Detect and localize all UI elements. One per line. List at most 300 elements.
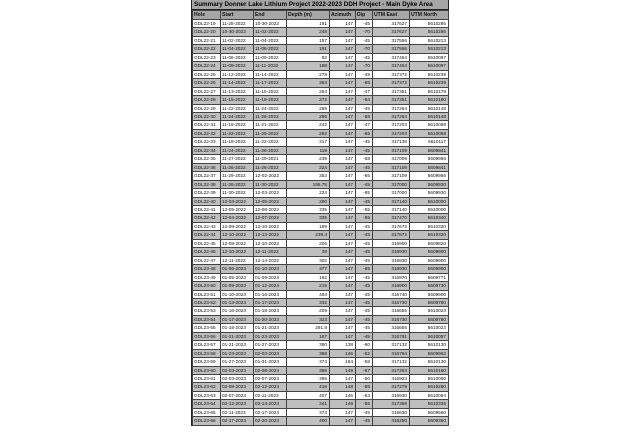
cell-utm-north: 5610148 bbox=[410, 104, 449, 112]
cell-dip: -45 bbox=[356, 417, 373, 425]
cell-dip: -45 bbox=[356, 307, 373, 315]
cell-start: 11-30-2022 bbox=[221, 189, 254, 197]
cell-depth: 291.8 bbox=[287, 324, 330, 332]
table-row bbox=[193, 87, 449, 95]
cell-utm-east: 316655 bbox=[373, 307, 410, 315]
cell-end: 11-25-2022 bbox=[254, 129, 287, 137]
ddh-table bbox=[192, 10, 449, 426]
cell-hole: GDL22-33 bbox=[193, 138, 221, 146]
cell-dip: -45 bbox=[356, 298, 373, 306]
cell-azimuth: 147 bbox=[330, 273, 356, 281]
col-header-start: Start bbox=[221, 11, 254, 20]
cell-dip: -50 bbox=[356, 375, 373, 383]
cell-utm-north: 5609962 bbox=[410, 349, 449, 357]
cell-start: 11-24-2022 bbox=[221, 112, 254, 120]
cell-dip: -45 bbox=[356, 256, 373, 264]
cell-utm-east: 317140 bbox=[373, 197, 410, 205]
cell-end: 01-27-2023 bbox=[254, 341, 287, 349]
cell-utm-north: 5610057 bbox=[410, 332, 449, 340]
cell-start: 02-03-2023 bbox=[221, 375, 254, 383]
cell-azimuth: 147 bbox=[330, 332, 356, 340]
table-row bbox=[193, 417, 449, 425]
cell-depth: 398 bbox=[287, 349, 330, 357]
cell-end: 12-10-2022 bbox=[254, 222, 287, 230]
col-header-dip: Dip bbox=[356, 11, 373, 20]
table-row bbox=[193, 383, 449, 391]
table-row bbox=[193, 189, 449, 197]
cell-utm-north: 5609900 bbox=[410, 265, 449, 273]
cell-depth: 157 bbox=[287, 36, 330, 44]
cell-utm-east: 317264 bbox=[373, 112, 410, 120]
cell-end: 02-14-2023 bbox=[254, 400, 287, 408]
cell-azimuth: 147 bbox=[330, 96, 356, 104]
cell-depth: 188 bbox=[287, 62, 330, 70]
cell-end: 02-12-2023 bbox=[254, 383, 287, 391]
cell-azimuth: 147 bbox=[330, 324, 356, 332]
header-row bbox=[193, 11, 449, 20]
cell-azimuth: 146 bbox=[330, 391, 356, 399]
cell-depth: 199 bbox=[287, 222, 330, 230]
cell-depth: 206 bbox=[287, 239, 330, 247]
cell-azimuth: 148 bbox=[330, 383, 356, 391]
cell-hole: GDL23-56 bbox=[193, 332, 221, 340]
cell-dip: -45 bbox=[356, 163, 373, 171]
cell-start: 12-11-2022 bbox=[221, 256, 254, 264]
cell-utm-north: 5610213 bbox=[410, 36, 449, 44]
cell-start: 01-17-2023 bbox=[221, 315, 254, 323]
cell-start: 11-14-2022 bbox=[221, 79, 254, 87]
cell-end: 01-17-2023 bbox=[254, 298, 287, 306]
cell-start: 11-09-2022 bbox=[221, 62, 254, 70]
cell-utm-north: 5610340 bbox=[410, 214, 449, 222]
cell-end: 11-15-2022 bbox=[254, 87, 287, 95]
cell-utm-north: 5609780 bbox=[410, 315, 449, 323]
cell-utm-north: 5609956 bbox=[410, 172, 449, 180]
cell-utm-north: 5610058 bbox=[410, 129, 449, 137]
table-row bbox=[193, 324, 449, 332]
ddh-summary-sheet bbox=[191, 0, 449, 426]
cell-hole: GDL22-28 bbox=[193, 96, 221, 104]
cell-depth: 332 bbox=[287, 298, 330, 306]
cell-end: 11-26-2022 bbox=[254, 112, 287, 120]
cell-azimuth: 147 bbox=[330, 408, 356, 416]
cell-azimuth: 147 bbox=[330, 104, 356, 112]
cell-end: 11-09-2022 bbox=[254, 53, 287, 61]
cell-hole: GDL23-54 bbox=[193, 315, 221, 323]
cell-hole: GDL23-59 bbox=[193, 358, 221, 366]
cell-azimuth: 147 bbox=[330, 417, 356, 425]
cell-azimuth: 147 bbox=[330, 265, 356, 273]
cell-end: 11-18-2022 bbox=[254, 96, 287, 104]
cell-azimuth: 147 bbox=[330, 197, 356, 205]
cell-depth: 416 bbox=[287, 383, 330, 391]
cell-start: 01-27-2023 bbox=[221, 358, 254, 366]
cell-azimuth: 147 bbox=[330, 375, 356, 383]
cell-utm-east: 317109 bbox=[373, 172, 410, 180]
cell-end: 12-14-2022 bbox=[254, 256, 287, 264]
cell-start: 11-27-2022 bbox=[221, 155, 254, 163]
cell-azimuth: 147 bbox=[330, 189, 356, 197]
cell-utm-east: 316730 bbox=[373, 298, 410, 306]
table-row bbox=[193, 239, 449, 247]
cell-utm-east: 316250 bbox=[373, 417, 410, 425]
cell-azimuth: 147 bbox=[330, 205, 356, 213]
cell-hole: GDL22-27 bbox=[193, 87, 221, 95]
cell-hole: GDL22-42 bbox=[193, 214, 221, 222]
table-row bbox=[193, 358, 449, 366]
cell-end: 01-12-2023 bbox=[254, 282, 287, 290]
cell-hole: GDL22-19 bbox=[193, 20, 221, 28]
cell-azimuth: 147 bbox=[330, 222, 356, 230]
cell-azimuth: 147 bbox=[330, 45, 356, 53]
cell-azimuth: 147 bbox=[330, 231, 356, 239]
cell-depth: 494 bbox=[287, 290, 330, 298]
cell-utm-north: 5609930 bbox=[410, 189, 449, 197]
table-row bbox=[193, 315, 449, 323]
cell-utm-east: 317000 bbox=[373, 189, 410, 197]
cell-depth: 317 bbox=[287, 138, 330, 146]
cell-utm-north: 5610280 bbox=[410, 383, 449, 391]
cell-start: 10-30-2022 bbox=[221, 28, 254, 36]
cell-dip: -47 bbox=[356, 87, 373, 95]
cell-end: 11-28-2022 bbox=[254, 163, 287, 171]
cell-dip: -58 bbox=[356, 358, 373, 366]
cell-end: 12-10-2022 bbox=[254, 239, 287, 247]
cell-utm-north: 5609780 bbox=[410, 298, 449, 306]
cell-end: 01-20-2023 bbox=[254, 315, 287, 323]
cell-start: 11-26-2022 bbox=[221, 163, 254, 171]
cell-azimuth: 146 bbox=[330, 349, 356, 357]
cell-depth: 335 bbox=[287, 205, 330, 213]
cell-dip: -65 bbox=[356, 79, 373, 87]
cell-utm-east: 317372 bbox=[373, 79, 410, 87]
cell-azimuth: 147 bbox=[330, 70, 356, 78]
table-row bbox=[193, 20, 449, 28]
cell-start: 02-17-2023 bbox=[221, 417, 254, 425]
cell-dip: -45 bbox=[356, 282, 373, 290]
cell-utm-east: 317109 bbox=[373, 146, 410, 154]
cell-azimuth: 146 bbox=[330, 400, 356, 408]
cell-utm-north: 5610094 bbox=[410, 391, 449, 399]
cell-azimuth: 147 bbox=[330, 315, 356, 323]
cell-hole: GDL22-46 bbox=[193, 248, 221, 256]
cell-utm-north: 5610160 bbox=[410, 366, 449, 374]
cell-depth: 195.75 bbox=[287, 180, 330, 188]
cell-hole: GDL23-48 bbox=[193, 265, 221, 273]
cell-utm-north: 5609956 bbox=[410, 155, 449, 163]
table-row bbox=[193, 138, 449, 146]
cell-utm-east: 317556 bbox=[373, 45, 410, 53]
cell-start: 11-15-2022 bbox=[221, 96, 254, 104]
cell-depth: 242 bbox=[287, 121, 330, 129]
cell-start: 12-03-2022 bbox=[221, 197, 254, 205]
cell-utm-north: 5610180 bbox=[410, 96, 449, 104]
cell-end: 01-16-2023 bbox=[254, 290, 287, 298]
cell-depth: 353 bbox=[287, 172, 330, 180]
table-row bbox=[193, 121, 449, 129]
cell-utm-north: 5609560 bbox=[410, 408, 449, 416]
cell-utm-east: 317351 bbox=[373, 96, 410, 104]
table-row bbox=[193, 112, 449, 120]
cell-utm-north: 5609930 bbox=[410, 180, 449, 188]
table-row bbox=[193, 391, 449, 399]
cell-azimuth: 147 bbox=[330, 146, 356, 154]
cell-azimuth: 147 bbox=[330, 138, 356, 146]
cell-utm-north: 5610097 bbox=[410, 62, 449, 70]
cell-azimuth: 147 bbox=[330, 307, 356, 315]
cell-azimuth: 149 bbox=[330, 366, 356, 374]
cell-dip: -65 bbox=[356, 189, 373, 197]
cell-utm-east: 316791 bbox=[373, 332, 410, 340]
cell-start: 01-10-2023 bbox=[221, 290, 254, 298]
cell-hole: GDL22-29 bbox=[193, 104, 221, 112]
cell-hole: GDL23-64 bbox=[193, 400, 221, 408]
table-row bbox=[193, 366, 449, 374]
table-row bbox=[193, 62, 449, 70]
cell-utm-east: 317627 bbox=[373, 20, 410, 28]
cell-dip: -45 bbox=[356, 231, 373, 239]
cell-utm-north: 5609360 bbox=[410, 417, 449, 425]
cell-azimuth: 147 bbox=[330, 248, 356, 256]
cell-depth: 353 bbox=[287, 79, 330, 87]
cell-azimuth: 147 bbox=[330, 121, 356, 129]
cell-hole: GDL22-26 bbox=[193, 79, 221, 87]
cell-start: 11-22-2022 bbox=[221, 104, 254, 112]
cell-hole: GDL22-40 bbox=[193, 197, 221, 205]
cell-hole: GDL22-30 bbox=[193, 112, 221, 120]
cell-azimuth: 147 bbox=[330, 298, 356, 306]
table-row bbox=[193, 172, 449, 180]
table-row bbox=[193, 70, 449, 78]
cell-depth: 239.4 bbox=[287, 231, 330, 239]
cell-end: 02-17-2023 bbox=[254, 408, 287, 416]
table-row bbox=[193, 290, 449, 298]
cell-start: 11-06-2022 bbox=[221, 53, 254, 61]
cell-hole: GDL22-45 bbox=[193, 239, 221, 247]
cell-dip: -45 bbox=[356, 332, 373, 340]
cell-utm-north: 5610058 bbox=[410, 121, 449, 129]
cell-start: 01-06-2023 bbox=[221, 265, 254, 273]
cell-depth: 272 bbox=[287, 96, 330, 104]
cell-utm-north: 5610023 bbox=[410, 307, 449, 315]
cell-hole: GDL22-25 bbox=[193, 70, 221, 78]
cell-dip: -55 bbox=[356, 400, 373, 408]
cell-utm-east: 317203 bbox=[373, 129, 410, 137]
cell-utm-east: 317279 bbox=[373, 383, 410, 391]
cell-dip: -45 bbox=[356, 324, 373, 332]
table-row bbox=[193, 197, 449, 205]
cell-dip: -45 bbox=[356, 20, 373, 28]
cell-utm-east: 317464 bbox=[373, 62, 410, 70]
cell-start: 01-18-2023 bbox=[221, 324, 254, 332]
table-row bbox=[193, 349, 449, 357]
cell-azimuth: 164 bbox=[330, 358, 356, 366]
cell-dip: -65 bbox=[356, 172, 373, 180]
cell-azimuth: 147 bbox=[330, 282, 356, 290]
cell-dip: -70 bbox=[356, 45, 373, 53]
cell-end: 12-03-2022 bbox=[254, 189, 287, 197]
table-row bbox=[193, 332, 449, 340]
cell-utm-east: 317464 bbox=[373, 53, 410, 61]
cell-end: 12-13-2022 bbox=[254, 231, 287, 239]
cell-utm-east: 316930 bbox=[373, 265, 410, 273]
table-row bbox=[193, 53, 449, 61]
cell-dip: -65 bbox=[356, 265, 373, 273]
cell-depth: 38 bbox=[287, 248, 330, 256]
cell-depth: 119 bbox=[287, 146, 330, 154]
cell-utm-north: 5609771 bbox=[410, 273, 449, 281]
cell-utm-east: 317264 bbox=[373, 104, 410, 112]
cell-dip: -45 bbox=[356, 138, 373, 146]
cell-hole: GDL23-65 bbox=[193, 408, 221, 416]
cell-azimuth: 147 bbox=[330, 256, 356, 264]
cell-start: 02-03-2023 bbox=[221, 366, 254, 374]
cell-start: 12-04-2022 bbox=[221, 214, 254, 222]
cell-azimuth: 147 bbox=[330, 290, 356, 298]
cell-dip: -58 bbox=[356, 155, 373, 163]
col-header-azimuth: Azimuth bbox=[330, 11, 356, 20]
cell-start: 12-08-2022 bbox=[221, 239, 254, 247]
cell-start: 11-22-2022 bbox=[221, 129, 254, 137]
cell-dip: -45 bbox=[356, 180, 373, 188]
cell-utm-north: 5609841 bbox=[410, 146, 449, 154]
cell-utm-east: 317132 bbox=[373, 341, 410, 349]
col-header-hole: Hole bbox=[193, 11, 221, 20]
cell-dip: -52 bbox=[356, 349, 373, 357]
cell-end: 11-02-2022 bbox=[254, 28, 287, 36]
table-row bbox=[193, 265, 449, 273]
cell-utm-north: 5610000 bbox=[410, 197, 449, 205]
cell-start: 11-18-2022 bbox=[221, 121, 254, 129]
cell-azimuth: 147 bbox=[330, 112, 356, 120]
cell-azimuth: 147 bbox=[330, 53, 356, 61]
cell-end: 01-23-2023 bbox=[254, 332, 287, 340]
cell-hole: GDL22-31 bbox=[193, 121, 221, 129]
cell-start: 11-18-2022 bbox=[221, 138, 254, 146]
cell-utm-east: 316794 bbox=[373, 349, 410, 357]
table-row bbox=[193, 129, 449, 137]
cell-start: 11-04-2022 bbox=[221, 45, 254, 53]
cell-hole: GDL22-43 bbox=[193, 222, 221, 230]
cell-start: 01-21-2023 bbox=[221, 341, 254, 349]
cell-hole: GDL23-50 bbox=[193, 282, 221, 290]
cell-dip: -45 bbox=[356, 315, 373, 323]
cell-depth: 224 bbox=[287, 189, 330, 197]
cell-depth: 290 bbox=[287, 197, 330, 205]
cell-azimuth: 147 bbox=[330, 239, 356, 247]
table-row bbox=[193, 256, 449, 264]
cell-start: 11-24-2022 bbox=[221, 146, 254, 154]
cell-utm-east: 317009 bbox=[373, 155, 410, 163]
cell-azimuth: 147 bbox=[330, 36, 356, 44]
cell-utm-north: 5610050 bbox=[410, 375, 449, 383]
col-header-utm-north: UTM North bbox=[410, 11, 449, 20]
cell-hole: GDL23-63 bbox=[193, 391, 221, 399]
cell-end: 11-06-2022 bbox=[254, 45, 287, 53]
cell-utm-east: 316923 bbox=[373, 375, 410, 383]
sheet-title: Summary Donner Lake Lithium Project 2022-2023 DDH Project - Main Dyke Area bbox=[192, 0, 448, 10]
cell-depth: 374 bbox=[287, 358, 330, 366]
cell-start: 01-09-2023 bbox=[221, 282, 254, 290]
cell-depth: 191 bbox=[287, 45, 330, 53]
cell-utm-east: 317351 bbox=[373, 87, 410, 95]
cell-utm-north: 5610097 bbox=[410, 53, 449, 61]
cell-dip: -45 bbox=[356, 273, 373, 281]
cell-utm-east: 316930 bbox=[373, 256, 410, 264]
cell-depth: 254 bbox=[287, 87, 330, 95]
cell-depth: 239 bbox=[287, 155, 330, 163]
cell-utm-east: 317672 bbox=[373, 222, 410, 230]
cell-dip: -45 bbox=[356, 239, 373, 247]
cell-depth: 296 bbox=[287, 112, 330, 120]
cell-hole: GDL23-66 bbox=[193, 417, 221, 425]
cell-hole: GDL22-37 bbox=[193, 172, 221, 180]
cell-start: 01-16-2023 bbox=[221, 307, 254, 315]
col-header-utm-east: UTM East bbox=[373, 11, 410, 20]
cell-dip: -45 bbox=[356, 248, 373, 256]
cell-hole: GDL22-32 bbox=[193, 129, 221, 137]
cell-utm-east: 317470 bbox=[373, 214, 410, 222]
cell-utm-north: 5609730 bbox=[410, 282, 449, 290]
cell-dip: -45 bbox=[356, 36, 373, 44]
cell-depth: 395 bbox=[287, 375, 330, 383]
cell-depth: 407 bbox=[287, 391, 330, 399]
cell-utm-east: 316730 bbox=[373, 315, 410, 323]
cell-start: 02-12-2023 bbox=[221, 400, 254, 408]
cell-end: 12-05-2022 bbox=[254, 197, 287, 205]
cell-utm-north: 5610336 bbox=[410, 400, 449, 408]
cell-depth: 400 bbox=[287, 417, 330, 425]
cell-hole: GDL22-22 bbox=[193, 45, 221, 53]
cell-end: 11-11-2022 bbox=[254, 62, 287, 70]
cell-utm-north: 5610130 bbox=[410, 358, 449, 366]
cell-depth: 278 bbox=[287, 70, 330, 78]
table-row bbox=[193, 79, 449, 87]
cell-depth: 282 bbox=[287, 129, 330, 137]
cell-depth: 374 bbox=[287, 408, 330, 416]
cell-depth: 269 bbox=[287, 104, 330, 112]
cell-utm-east: 317109 bbox=[373, 163, 410, 171]
cell-start: 12-08-2022 bbox=[221, 222, 254, 230]
cell-utm-north: 5610148 bbox=[410, 112, 449, 120]
table-row bbox=[193, 155, 449, 163]
table-row bbox=[193, 408, 449, 416]
cell-start: 02-07-2023 bbox=[221, 391, 254, 399]
cell-azimuth: 147 bbox=[330, 20, 356, 28]
cell-utm-north: 5610000 bbox=[410, 205, 449, 213]
cell-dip: -65 bbox=[356, 129, 373, 137]
cell-utm-east: 316900 bbox=[373, 282, 410, 290]
cell-hole: GDL22-35 bbox=[193, 155, 221, 163]
cell-depth: 182 bbox=[287, 273, 330, 281]
cell-utm-north: 5610117 bbox=[410, 138, 449, 146]
cell-utm-north: 5610286 bbox=[410, 20, 449, 28]
cell-utm-east: 317140 bbox=[373, 205, 410, 213]
cell-start: 12-05-2022 bbox=[221, 205, 254, 213]
col-header-depth: Depth (m) bbox=[287, 11, 330, 20]
cell-dip: -55 bbox=[356, 383, 373, 391]
cell-end: 01-21-2023 bbox=[254, 324, 287, 332]
cell-utm-north: 5610320 bbox=[410, 222, 449, 230]
table-row bbox=[193, 375, 449, 383]
table-row bbox=[193, 45, 449, 53]
cell-end: 12-08-2022 bbox=[254, 205, 287, 213]
cell-depth: 356 bbox=[287, 366, 330, 374]
cell-utm-east: 317556 bbox=[373, 36, 410, 44]
cell-depth: 341 bbox=[287, 400, 330, 408]
cell-hole: GDL23-62 bbox=[193, 383, 221, 391]
cell-end: 01-18-2023 bbox=[254, 307, 287, 315]
